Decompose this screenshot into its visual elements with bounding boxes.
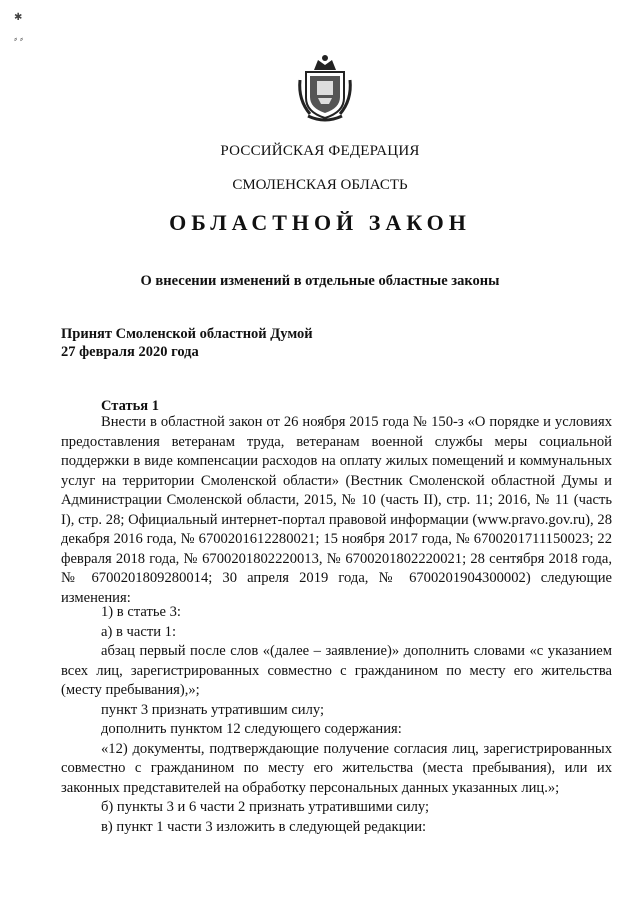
list-item: пункт 3 признать утратившим силу; bbox=[101, 701, 325, 718]
article-heading: Статья 1 bbox=[101, 398, 159, 414]
list-item: в) пункт 1 части 3 изложить в следующей редакции: bbox=[101, 818, 427, 835]
region-heading: СМОЛЕНСКАЯ ОБЛАСТЬ bbox=[232, 177, 408, 193]
country-heading: РОССИЙСКАЯ ФЕДЕРАЦИЯ bbox=[220, 143, 420, 159]
list-item: 1) в статье 3: bbox=[101, 604, 181, 620]
article-intro-block bbox=[61, 413, 612, 608]
article-intro: Внести в областной закон от 26 ноября 2015 года № 150-з «О порядке и условиях предоставления ветеранам труда, ветеранам военной службы меры социальной поддержки в виде компенсации расходов на оплату жилых помещений и коммунальных услуг на территории Смоленской области» (Вестник Смоленской областной Думы и Администрации Смоленской области, 2015, № 10 (часть II), стр. 11; 2016, № 11 (часть I), стр. 28; Официальный интернет-портал правовой информации (www.pravo.gov.ru), 28 декабря 2016 года, № 6700201612280021; 15 ноября 2017 года, № 6700201711150023; 22 февраля 2018 года, № 6700201802220013, № 6700201802220021; 28 сентября 2018 года, № 6700201809280014; 30 апреля 2019 года, № 6700201904300002) следующие изменения: bbox=[61, 414, 612, 606]
list-item: «12) документы, подтверждающие получение согласия лиц, зарегистрированных совместно с гражданином по месту его жительства (места пребывания), или их законных представителей на обработку персональных данных указанных лиц.»; bbox=[61, 740, 612, 796]
document-subject: О внесении изменений в отдельные областные законы bbox=[140, 273, 500, 289]
list-item: абзац первый после слов «(далее – заявление)» дополнить словами «с указанием всех лиц, зарегистрированных совместно с гражданином по месту его жительства (месту пребывания),»; bbox=[61, 643, 612, 698]
coat-of-arms-icon bbox=[296, 52, 354, 122]
adoption-block bbox=[61, 325, 313, 361]
document-title: ОБЛАСТНОЙ ЗАКОН bbox=[169, 210, 471, 235]
list-item: б) пункты 3 и 6 части 2 признать утратившими силу; bbox=[101, 799, 430, 815]
list-item: а) в части 1: bbox=[101, 623, 177, 640]
list-item: дополнить пунктом 12 следующего содержания: bbox=[101, 721, 402, 737]
amendments-list bbox=[61, 603, 612, 837]
adoption-date: 27 февраля 2020 года bbox=[61, 344, 199, 360]
adoption-body: Принят Смоленской областной Думой bbox=[61, 326, 313, 342]
margin-marks: ✱ ⸗ ⸗ bbox=[14, 12, 24, 45]
